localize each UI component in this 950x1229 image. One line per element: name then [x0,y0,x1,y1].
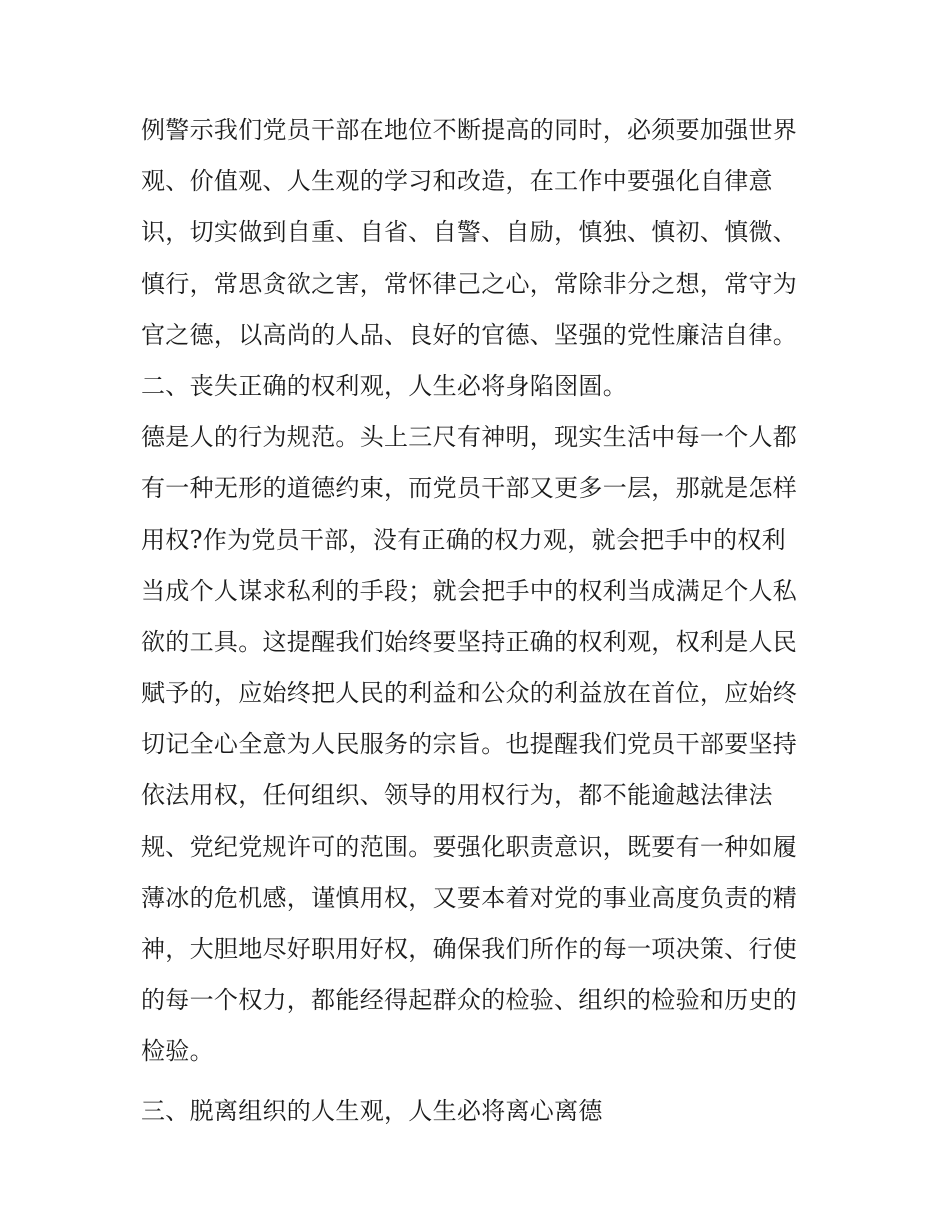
text-line: 用权?作为党员干部，没有正确的权力观，就会把手中的权利 [141,525,786,554]
section-heading-2: 二、丧失正确的权利观，人生必将身陷囹圄。 [141,371,627,400]
text-line: 例警示我们党员干部在地位不断提高的同时，必须要加强世界 [141,116,798,144]
text-line: 赋予的，应始终把人民的利益和公众的利益放在首位，应始终 [141,679,798,708]
section-heading-3: 三、脱离组织的人生观，人生必将离心离德 [141,1096,603,1125]
text-line: 有一种无形的道德约束，而党员干部又更多一层，那就是怎样 [141,474,798,503]
text-line: 的每一个权力，都能经得起群众的检验、组织的检验和历史的 [141,986,798,1015]
text-line: 慎行，常思贪欲之害，常怀律己之心，常除非分之想，常守为 [141,269,798,298]
text-line: 神，大胆地尽好职用好权，确保我们所作的每一项决策、行使 [141,935,798,963]
text-line: 切记全心全意为人民服务的宗旨。也提醒我们党员干部要坚持 [141,730,798,759]
text-line: 当成个人谋求私利的手段；就会把手中的权利当成满足个人私 [141,576,798,605]
paragraph-2 [141,412,821,1077]
text-line: 依法用权，任何组织、领导的用权行为，都不能逾越法律法 [141,781,773,810]
text-line: 检验。 [141,1037,214,1066]
text-line: 识，切实做到自重、自省、自警、自励，慎独、慎初、慎微、 [141,218,798,247]
paragraph-1 [141,105,821,361]
text-line: 规、党纪党规许可的范围。要强化职责意识，既要有一种如履 [141,832,798,861]
document-body [141,105,821,1137]
text-line: 薄冰的危机感，谨慎用权，又要本着对党的事业高度负责的精 [141,883,798,912]
spacer [141,1078,821,1086]
text-line: 官之德，以高尚的人品、良好的官德、坚强的党性廉洁自律。 [141,320,798,349]
text-line: 观、价值观、人生观的学习和改造，在工作中要强化自律意 [141,167,773,196]
text-line: 欲的工具。这提醒我们始终要坚持正确的权利观，权利是人民 [141,627,798,656]
text-line: 德是人的行为规范。头上三尺有神明，现实生活中每一个人都 [141,423,798,452]
